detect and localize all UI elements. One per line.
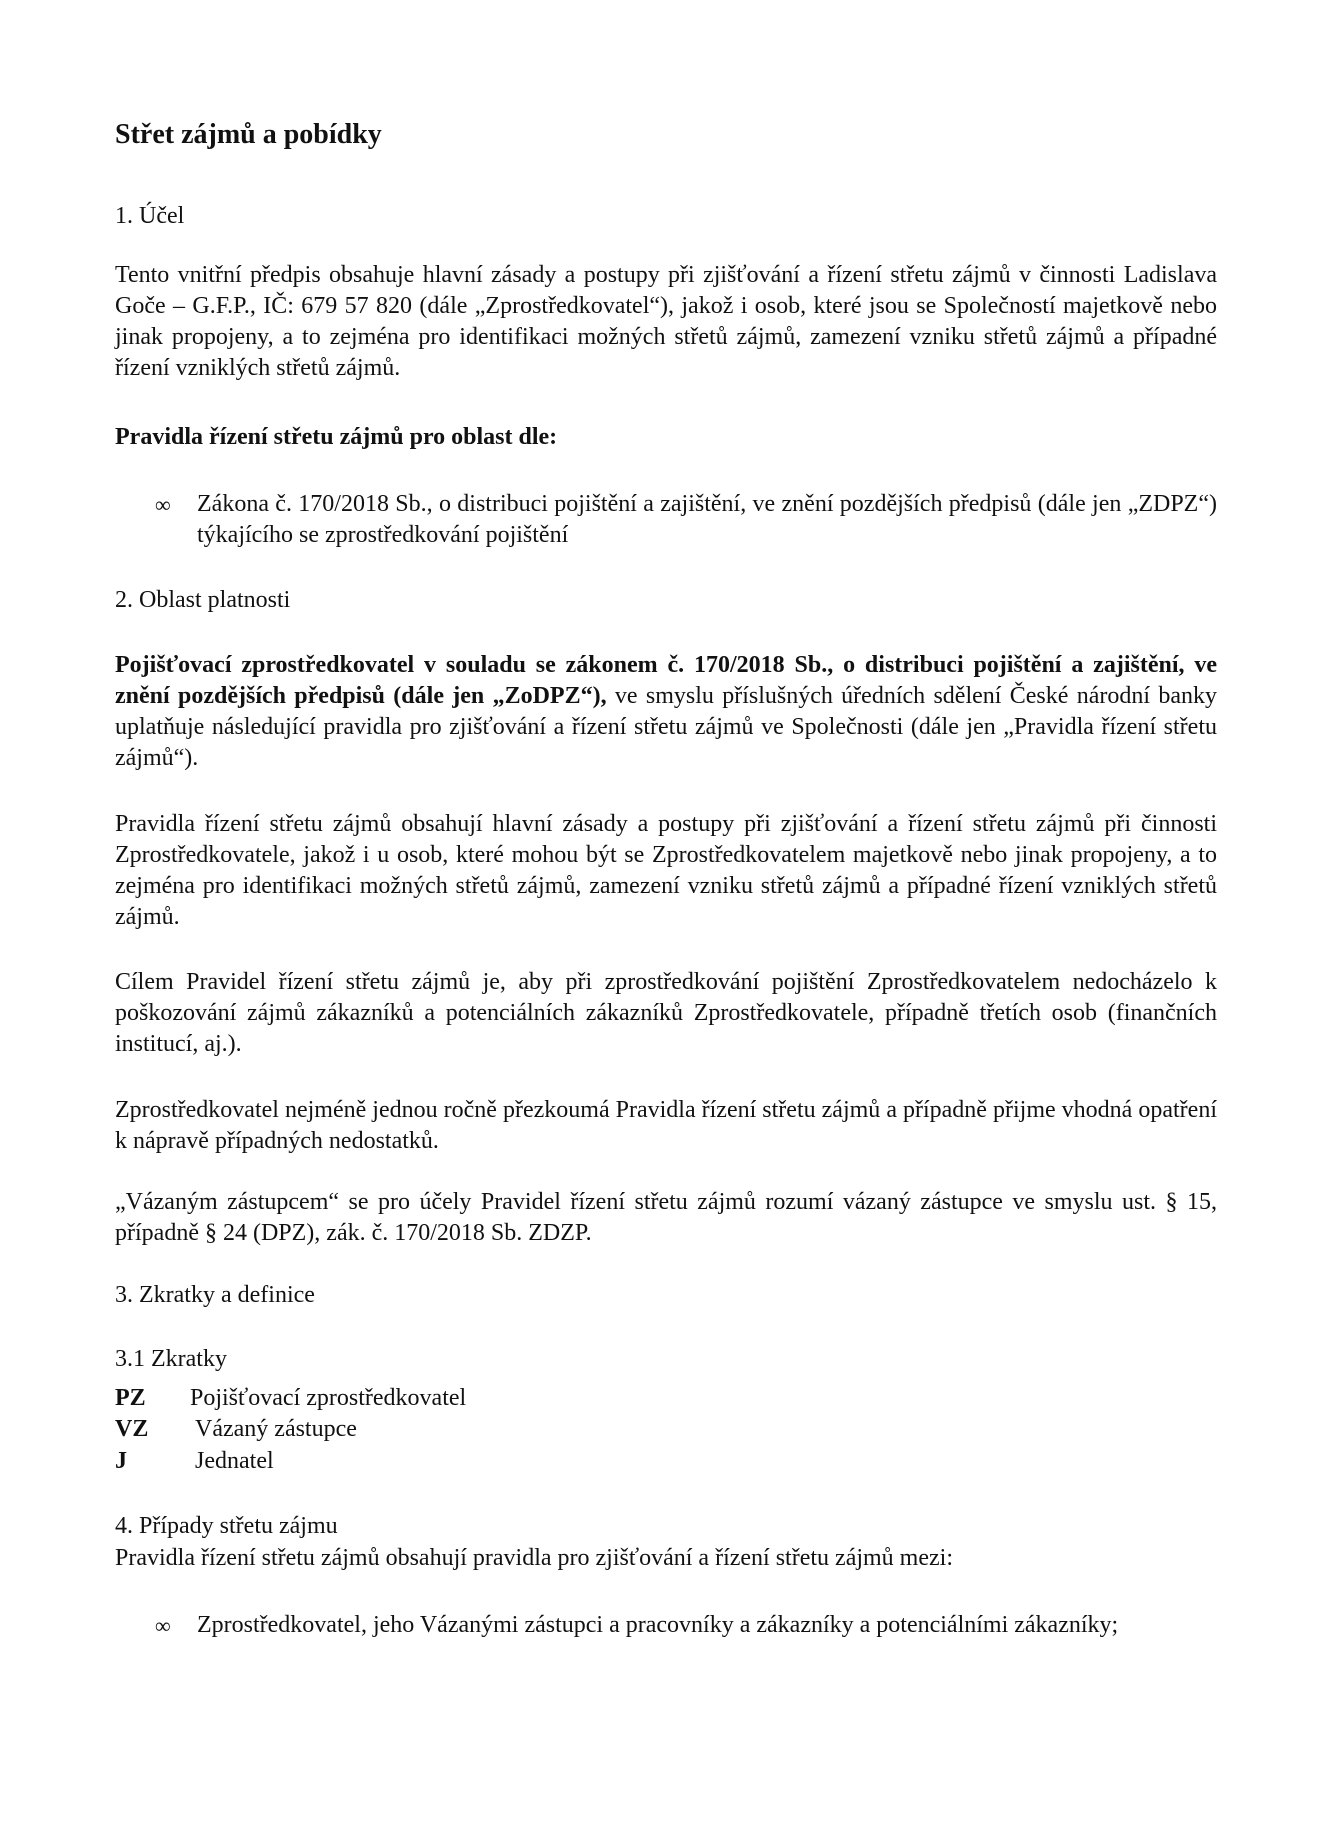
- section-2-paragraph-3: Cílem Pravidel řízení střetu zájmů je, aby při zprostředkování pojištění Zprostředkovatelem nedocházelo k poškozování zájmů zákazníků a potenciálních zákazníků Zprostředkovatele, případně třetích osob (finančních institucí, aj.).: [115, 969, 1217, 1057]
- list-item-text: Zprostředkovatel, jeho Vázanými zástupci a pracovníky a zákazníky a potenciálními zákazníky;: [197, 1612, 1119, 1638]
- section-2-paragraph-5: „Vázaným zástupcem“ se pro účely Pravidel řízení střetu zájmů rozumí vázaný zástupce ve smyslu ust. § 15, případně § 24 (DPZ), zák. č. 170/2018 Sb. ZDZP.: [115, 1189, 1217, 1246]
- section-1-paragraph: Tento vnitřní předpis obsahuje hlavní zásady a postupy při zjišťování a řízení střetu zájmů v činnosti Ladislava Goče – G.F.P., IČ: 679 57 820 (dále „Zprostředkovatel“), jakož i osob, které jsou se Společností majetkově nebo jinak propojeny, a to zejména pro identifikaci možných střetů zájmů, zamezení vzniku střetů zájmů a případné řízení vzniklých střetů zájmů.: [115, 262, 1217, 381]
- section-4-heading: 4. Případy střetu zájmu: [115, 1513, 338, 1539]
- section-4-intro: Pravidla řízení střetu zájmů obsahují pravidla pro zjišťování a řízení střetu zájmů mezi:: [115, 1545, 953, 1571]
- abbreviation-code: PZ: [115, 1385, 146, 1411]
- section-2-heading: 2. Oblast platnosti: [115, 587, 291, 613]
- list-item: [115, 1610, 1217, 1641]
- abbreviation-meaning: Jednatel: [195, 1448, 274, 1474]
- abbreviation-meaning: Pojišťovací zprostředkovatel: [190, 1385, 467, 1411]
- section-2-paragraph-4: Zprostředkovatel nejméně jednou ročně přezkoumá Pravidla řízení střetu zájmů a případně přijme vhodná opatření k nápravě případných nedostatků.: [115, 1097, 1217, 1154]
- abbreviation-code: J: [115, 1448, 127, 1474]
- section-3-heading: 3. Zkratky a definice: [115, 1282, 315, 1308]
- abbreviation-code: VZ: [115, 1416, 149, 1442]
- section-2-paragraph-2: Pravidla řízení střetu zájmů obsahují hlavní zásady a postupy při zjišťování a řízení střetu zájmů při činnosti Zprostředkovatele, jakož i u osob, které mohou být se Zprostředkovatelem majetkově nebo jinak propojeny, a to zejména pro identifikaci možných střetů zájmů, zamezení vzniku střetů zájmů a případné řízení vzniklých střetů zájmů.: [115, 811, 1217, 930]
- abbreviation-row: [115, 1383, 466, 1414]
- section-2-paragraph-1: [115, 650, 1217, 774]
- infinity-bullet-icon: ∞: [155, 1613, 171, 1638]
- section-1-heading: 1. Účel: [115, 203, 185, 229]
- document-title: Střet zájmů a pobídky: [115, 119, 382, 150]
- paragraph-bold-part: Pojišťovací zprostředkovatel v souladu se zákonem č. 170/2018 Sb., o distribuci pojištění a zajištění, ve znění pozdějších předpisů (dále jen „ZoDPZ“),: [115, 652, 1217, 709]
- abbreviation-meaning: Vázaný zástupce: [195, 1416, 357, 1442]
- list-item: [115, 489, 1217, 551]
- rules-heading: Pravidla řízení střetu zájmů pro oblast dle:: [115, 424, 558, 450]
- list-item-text: Zákona č. 170/2018 Sb., o distribuci pojištění a zajištění, ve znění pozdějších předpisů (dále jen „ZDPZ“) týkajícího se zprostředkování pojištění: [197, 491, 1217, 548]
- abbreviation-row: [115, 1446, 274, 1477]
- infinity-bullet-icon: ∞: [155, 492, 171, 517]
- paragraph-regular-part: ve smyslu příslušných úředních sdělení České národní banky uplatňuje následující pravidla pro zjišťování a řízení střetu zájmů ve Společnosti (dále jen „Pravidla řízení střetu zájmů“).: [115, 683, 1217, 771]
- section-3-1-heading: 3.1 Zkratky: [115, 1346, 227, 1372]
- abbreviation-row: [115, 1414, 357, 1445]
